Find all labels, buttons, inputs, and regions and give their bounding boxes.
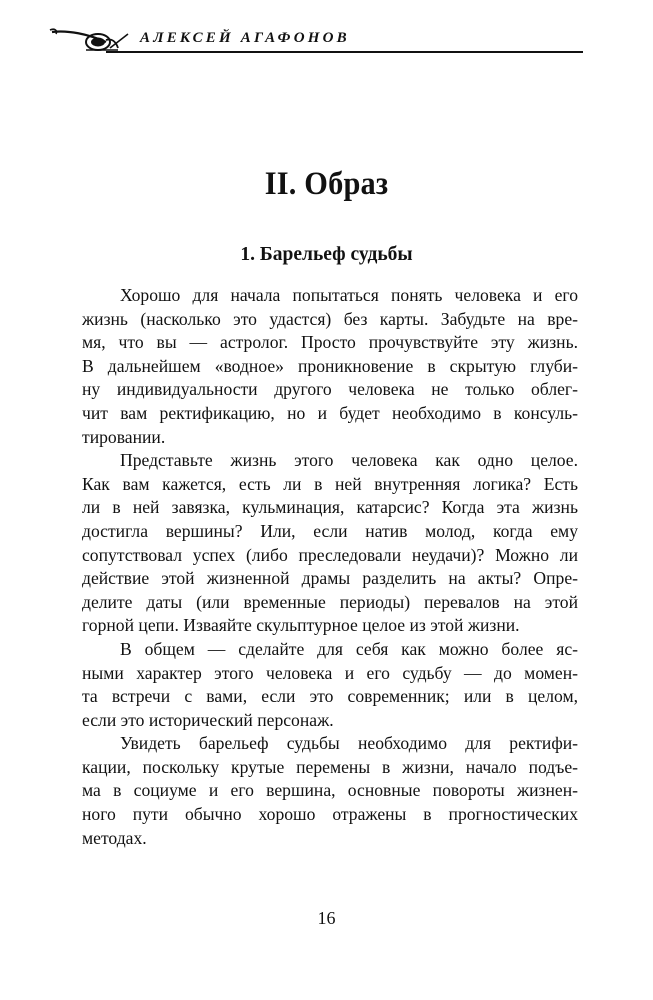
text-line: ного пути обычно хорошо отражены в прогностических (82, 804, 578, 825)
section-title: 1. Барельеф судьбы (240, 244, 413, 265)
paragraph (82, 732, 578, 850)
text-line: Хорошо для начала попытаться понять человека и его (120, 285, 578, 305)
body-text (82, 284, 578, 850)
text-line: Представьте жизнь этого человека как одно целое. (120, 450, 578, 471)
text-line: Как вам кажется, есть ли в ней внутренняя логика? Есть (82, 473, 578, 494)
running-header (48, 20, 588, 60)
text-line: сопутствовал успех (либо преследовали неудачи)? Можно ли (82, 544, 578, 565)
scroll-quill-ornament-icon (48, 20, 138, 60)
text-line: делите даты (или временные периоды) перевалов на этой (82, 591, 578, 612)
text-line: В дальнейшем «водное» проникновение в скрытую глуби- (82, 355, 578, 376)
text-line: ну индивидуальности другого человека не только облег- (82, 379, 578, 400)
text-line: чит вам ректификацию, но и будет необходимо в консуль- (82, 402, 578, 423)
text-line: методах. (82, 827, 147, 848)
text-line: кации, поскольку крутые перемены в жизни, начало подъе- (82, 756, 578, 777)
text-line: горной цепи. Изваяйте скульптурное целое из этой жизни. (82, 615, 520, 636)
text-line: если это исторический персонаж. (82, 709, 334, 730)
chapter-title: II. Образ (264, 166, 389, 202)
text-line: ными характер этого человека и его судьбу — до момен- (82, 662, 578, 683)
paragraph (82, 638, 578, 732)
text-line: тировании. (82, 426, 166, 447)
header-rule (106, 51, 583, 53)
text-line: ли в ней завязка, кульминация, катарсис? Когда эта жизнь (82, 497, 578, 518)
text-line: ма в социуме и его вершина, основные повороты жизнен- (82, 780, 578, 801)
paragraph (82, 449, 578, 638)
text-line: жизнь (насколько это удастся) без карты. Забудьте на вре- (82, 308, 578, 329)
paragraph (82, 284, 578, 449)
text-line: Увидеть барельеф судьбы необходимо для ректифи- (120, 733, 578, 754)
text-line: та встречи с вами, если это современник; или в целом, (82, 686, 578, 707)
text-line: В общем — сделайте для себя как можно более яс- (120, 638, 578, 659)
page-number: 16 (317, 908, 336, 928)
running-header-author: АЛЕКСЕЙ АГАФОНОВ (140, 30, 350, 46)
text-line: мя, что вы — астролог. Просто прочувствуйте эту жизнь. (82, 332, 578, 353)
text-line: действие этой жизненной драмы разделить на акты? Опре- (82, 568, 578, 589)
text-line: достигла вершины? Или, если натив молод, когда ему (82, 520, 578, 541)
